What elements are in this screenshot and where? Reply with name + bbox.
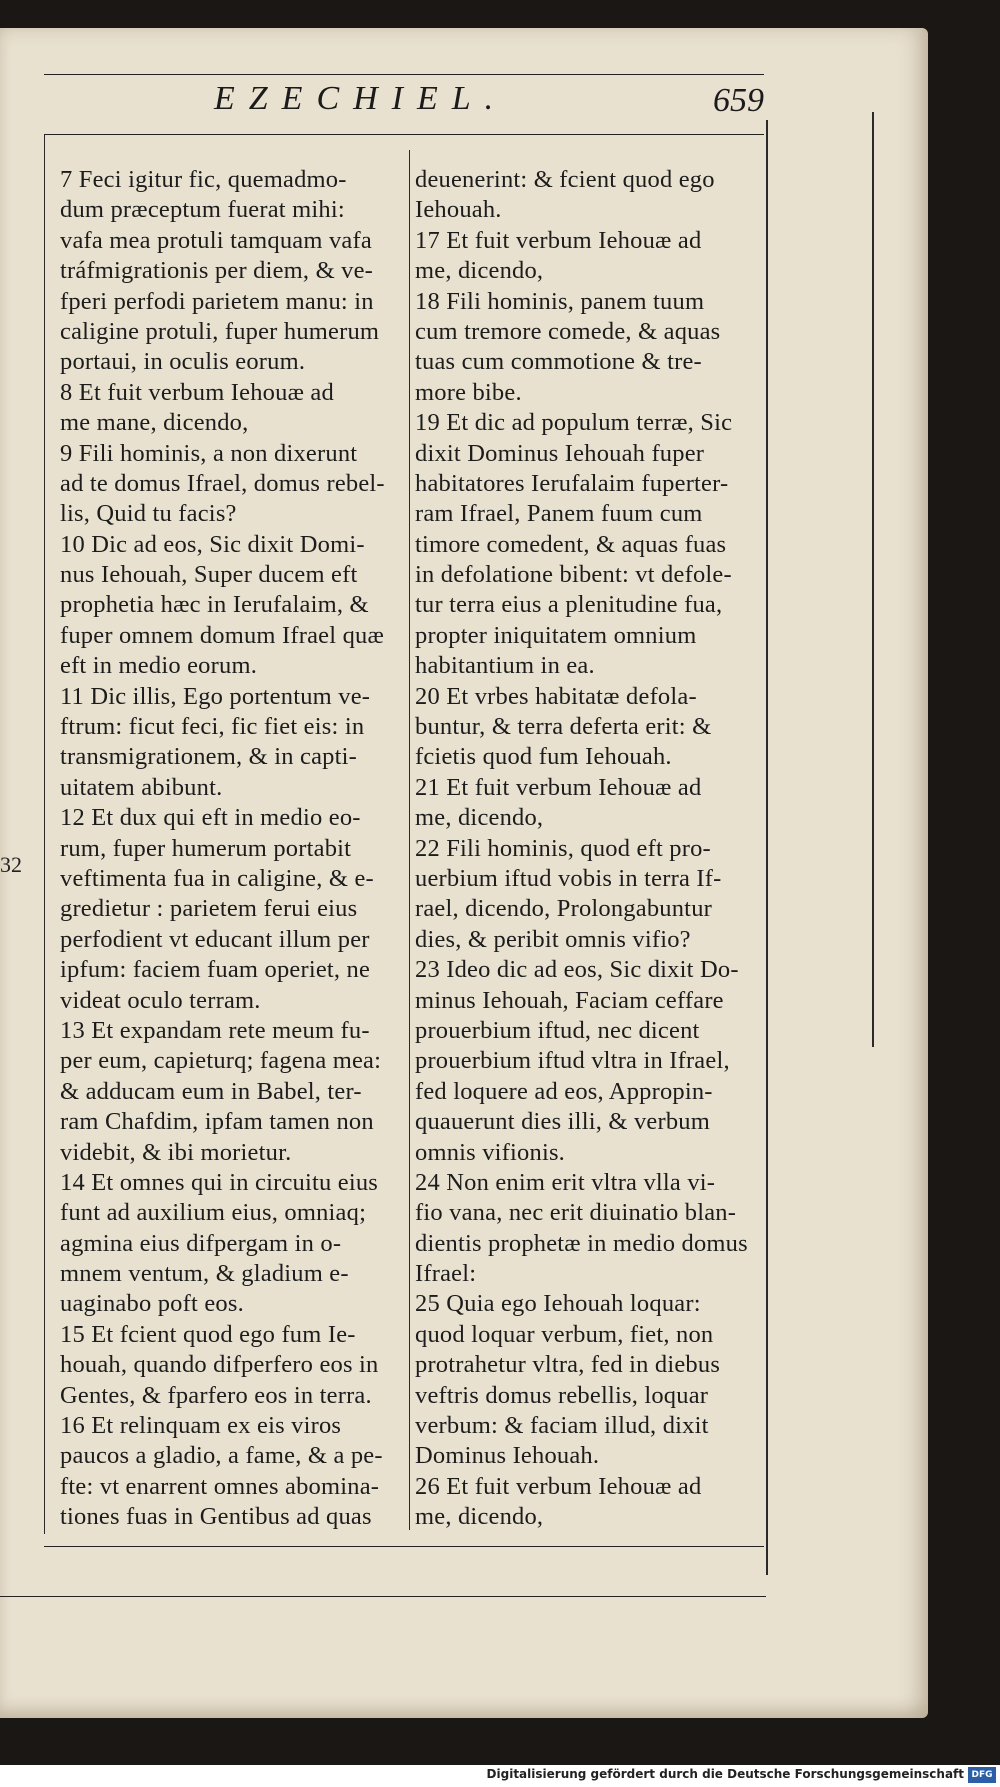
- text-line: Dominus Iehouah.: [415, 1442, 600, 1470]
- margin-note: 32: [0, 852, 22, 877]
- text-line: transmigrationem, & in capti-: [60, 743, 358, 771]
- text-line: me, dicendo,: [415, 804, 544, 832]
- text-line: 21 Et fuit verbum Iehouæ ad: [415, 773, 702, 801]
- text-line: 11 Dic illis, Ego portentum ve-: [60, 682, 371, 710]
- text-line: mnem ventum, & gladium e-: [60, 1260, 349, 1288]
- footer-credit: Digitalisierung gefördert durch die Deutsche Forschungsgemeinschaft: [486, 1767, 964, 1781]
- text-line: tur terra eius a plenitudine fua,: [415, 591, 723, 619]
- text-line: ad te domus Ifrael, domus rebel-: [60, 469, 385, 497]
- text-line: dies, & peribit omnis vifio?: [415, 925, 691, 953]
- text-line: fuper omnem domum Ifrael quæ: [60, 621, 385, 649]
- text-line: fio vana, nec erit diuinatio blan-: [415, 1199, 737, 1227]
- footer-bar: [0, 1765, 1000, 1787]
- text-line: me, dicendo,: [415, 257, 544, 285]
- text-line: 9 Fili hominis, a non dixerunt: [60, 439, 358, 467]
- text-line: 19 Et dic ad populum terræ, Sic: [415, 409, 733, 437]
- text-line: 24 Non enim erit vltra vlla vi-: [415, 1168, 716, 1196]
- text-line: Gentes, & fparfero eos in terra.: [60, 1381, 372, 1409]
- text-line: fperi perfodi parietem manu: in: [60, 287, 374, 315]
- text-line: veftris domus rebellis, loquar: [415, 1381, 709, 1409]
- text-line: tráfmigrationis per diem, & ve-: [60, 257, 374, 285]
- right-text-column: [415, 165, 760, 1533]
- text-line: dientis prophetæ in medio domus: [415, 1229, 748, 1257]
- text-line: deuenerint: & fcient quod ego: [415, 166, 715, 193]
- book-title: EZECHIEL.: [214, 80, 508, 117]
- text-line: prouerbium iftud, nec dicent: [415, 1016, 700, 1044]
- text-line: in defolatione bibent: vt defole-: [415, 561, 732, 589]
- text-line: 18 Fili hominis, panem tuum: [415, 287, 705, 315]
- text-line: 10 Dic ad eos, Sic dixit Domi-: [60, 530, 365, 558]
- text-line: buntur, & terra deferta erit: &: [415, 713, 712, 741]
- text-line: caligine protuli, fuper humerum: [60, 317, 380, 345]
- text-line: ram Chafdim, ipfam tamen non: [60, 1108, 374, 1136]
- text-line: me mane, dicendo,: [60, 409, 249, 437]
- text-line: paucos a gladio, a fame, & a pe-: [60, 1442, 383, 1470]
- text-line: agmina eius difpergam in o-: [60, 1229, 342, 1257]
- text-line: 7 Feci igitur fic, quemadmo-: [60, 166, 347, 193]
- text-line: 20 Et vrbes habitatæ defola-: [415, 682, 697, 710]
- text-line: ipfum: faciem fuam operiet, ne: [60, 956, 371, 984]
- right-frame-rule: [766, 120, 768, 1575]
- header-bottom-rule: [44, 134, 764, 135]
- text-line: me, dicendo,: [415, 1503, 544, 1531]
- page-number: 659: [713, 82, 764, 119]
- text-line: tuas cum commotione & tre-: [415, 348, 702, 376]
- dfg-logo: DFG: [968, 1767, 996, 1783]
- text-line: 22 Fili hominis, quod eft pro-: [415, 834, 711, 862]
- text-line: per eum, capieturq; fagena mea:: [60, 1047, 382, 1075]
- text-line: uaginabo poft eos.: [60, 1290, 244, 1318]
- text-line: perfodient vt educant illum per: [60, 925, 370, 953]
- text-line: more bibe.: [415, 378, 522, 406]
- outer-right-rule: [872, 112, 874, 1047]
- text-line: dixit Dominus Iehouah fuper: [415, 439, 705, 467]
- text-line: rael, dicendo, Prolongabuntur: [415, 895, 713, 923]
- text-line: dum præceptum fuerat mihi:: [60, 196, 345, 224]
- text-line: 15 Et fcient quod ego fum Ie-: [60, 1320, 356, 1348]
- text-line: houah, quando difperfero eos in: [60, 1351, 379, 1379]
- text-line: 26 Et fuit verbum Iehouæ ad: [415, 1472, 702, 1500]
- text-line: nus Iehouah, Super ducem eft: [60, 561, 358, 589]
- text-line: & adducam eum in Babel, ter-: [60, 1077, 362, 1105]
- text-line: uerbium iftud vobis in terra If-: [415, 864, 722, 892]
- text-line: videat oculo terram.: [60, 986, 261, 1014]
- text-line: protrahetur vltra, fed in diebus: [415, 1351, 721, 1379]
- text-line: tiones fuas in Gentibus ad quas: [60, 1503, 372, 1531]
- text-line: portaui, in oculis eorum.: [60, 348, 306, 376]
- text-line: prouerbium iftud vltra in Ifrael,: [415, 1047, 730, 1075]
- text-line: habitatores Ierufalaim fuperter-: [415, 469, 729, 497]
- text-line: quauerunt dies illi, & verbum: [415, 1108, 710, 1136]
- text-line: funt ad auxilium eius, omniaq;: [60, 1199, 367, 1227]
- text-line: habitantium in ea.: [415, 652, 595, 680]
- left-frame-rule: [44, 134, 45, 1534]
- text-line: lis, Quid tu facis?: [60, 500, 237, 528]
- text-line: 14 Et omnes qui in circuitu eius: [60, 1168, 379, 1196]
- text-line: rum, fuper humerum portabit: [60, 834, 352, 862]
- text-line: fed loquere ad eos, Appropin-: [415, 1077, 713, 1105]
- left-text-column: [60, 165, 402, 1533]
- text-line: minus Iehouah, Faciam ceffare: [415, 986, 724, 1014]
- text-line: videbit, & ibi morietur.: [60, 1138, 292, 1166]
- text-line: vafa mea protuli tamquam vafa: [60, 226, 372, 254]
- text-line: Ifrael:: [415, 1260, 477, 1288]
- text-line: 25 Quia ego Iehouah loquar:: [415, 1290, 701, 1318]
- text-line: ram Ifrael, Panem fuum cum: [415, 500, 703, 528]
- text-line: uitatem abibunt.: [60, 773, 223, 801]
- text-line: timore comedent, & aquas fuas: [415, 530, 727, 558]
- text-line: 12 Et dux qui eft in medio eo-: [60, 804, 361, 832]
- text-line: cum tremore comede, & aquas: [415, 317, 721, 345]
- text-line: prophetia hæc in Ierufalaim, &: [60, 591, 369, 619]
- text-line: Iehouah.: [415, 196, 502, 224]
- text-line: fte: vt enarrent omnes abomina-: [60, 1472, 380, 1500]
- text-line: 13 Et expandam rete meum fu-: [60, 1016, 370, 1044]
- footer-rule: [44, 1546, 764, 1547]
- text-line: 8 Et fuit verbum Iehouæ ad: [60, 378, 334, 406]
- text-line: 16 Et relinquam ex eis viros: [60, 1412, 342, 1440]
- text-line: ftrum: ficut feci, fic fiet eis: in: [60, 713, 365, 741]
- header-rule: [44, 74, 764, 75]
- text-line: 17 Et fuit verbum Iehouæ ad: [415, 226, 702, 254]
- text-line: eft in medio eorum.: [60, 652, 258, 680]
- text-line: veftimenta fua in caligine, & e-: [60, 864, 374, 892]
- page-bottom-rule: [0, 1596, 766, 1597]
- text-line: quod loquar verbum, fiet, non: [415, 1320, 714, 1348]
- text-line: omnis vifionis.: [415, 1138, 566, 1166]
- text-line: fcietis quod fum Iehouah.: [415, 743, 672, 771]
- text-line: gredietur : parietem ferui eius: [60, 895, 358, 923]
- text-line: 23 Ideo dic ad eos, Sic dixit Do-: [415, 956, 739, 984]
- text-line: propter iniquitatem omnium: [415, 621, 697, 649]
- running-header: [44, 70, 764, 126]
- column-divider: [409, 150, 410, 1530]
- text-line: verbum: & faciam illud, dixit: [415, 1412, 709, 1440]
